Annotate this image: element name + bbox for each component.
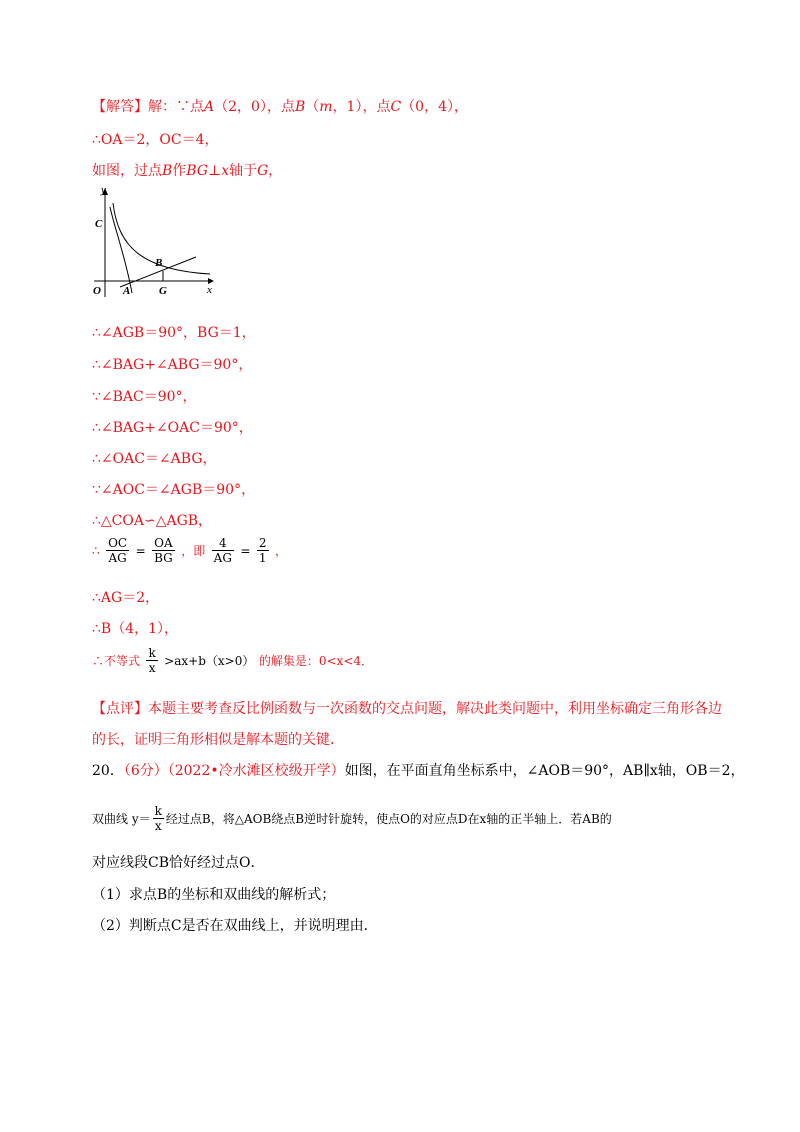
step-4: ∴∠BAG+∠OAC＝90°， <box>92 420 253 436</box>
step-1: ∴∠AGB＝90°，BG＝1， <box>92 325 256 341</box>
label-y: y <box>101 185 106 196</box>
fraction-oa-bg: $\frac{OA}{BG}$ <box>154 536 173 565</box>
fraction-k-x-2: $\frac{k}{x}$ <box>154 804 162 833</box>
step-6: ∵∠AOC＝∠AGB＝90°， <box>92 482 256 498</box>
comment-line-1: 【点评】本题主要考查反比例函数与一次函数的交点问题，解决此类问题中，利用坐标确定三角形各边 <box>92 701 722 717</box>
step-5: ∴∠OAC＝∠ABG， <box>92 451 217 467</box>
label-a: A <box>123 285 131 297</box>
step-8: ∴AG＝2， <box>92 590 160 606</box>
fraction-4-ag: $\frac{4}{AG}$ <box>213 536 232 565</box>
coordinate-graph <box>90 185 220 300</box>
question-1: （1）求点B的坐标和双曲线的解析式； <box>92 887 336 903</box>
inequality-line: ∴不等式 $\frac{k}{x}$ >ax+b（x>0） 的解集是：0<x<4． <box>92 646 373 675</box>
problem-line-2: 双曲线 y＝ $\frac{k}{x}$ 经过点B，将△AOB绕点B逆时针旋转，使点O的对应点D在x轴的正半轴上．若AB的 <box>92 804 612 833</box>
step-2: ∴∠BAG+∠ABG＝90°， <box>92 357 253 373</box>
solution-line-3: 如图，过点B作BG⊥x轴于G， <box>92 163 283 179</box>
question-2: （2）判断点C是否在双曲线上，并说明理由． <box>92 918 378 934</box>
solution-line-1: 【解答】解：∵点A（2，0），点B（m，1），点C（0，4）， <box>92 99 468 115</box>
label-b: B <box>155 257 163 269</box>
label-g: G <box>159 285 167 297</box>
ratio-line: ∴ $\frac{OC}{AG}$ = $\frac{OA}{BG}$ ，即 $\frac{4}{AG}$ = $\frac{2}{1}$ ， <box>92 536 287 565</box>
step-9: ∴B（4，1）， <box>92 621 179 637</box>
label-o: O <box>93 285 101 297</box>
problem-number: 20． <box>92 763 124 779</box>
comment-tag: 【点评】 <box>92 701 148 717</box>
line-ca <box>110 207 132 293</box>
comment-line-2: 的长，证明三角形相似是解本题的关键． <box>92 732 344 748</box>
problem-line-3: 对应线段CB恰好经过点O． <box>92 855 265 871</box>
label-x: x <box>207 284 212 296</box>
label-c: C <box>95 218 103 230</box>
problem-meta: （6分）（2022•冷水滩区校级开学） <box>123 763 345 779</box>
step-7: ∴△COA∽△AGB， <box>92 513 213 529</box>
solution-line-2: ∴OA＝2，OC＝4， <box>92 132 219 148</box>
fraction-oc-ag: $\frac{OC}{AG}$ <box>108 536 128 565</box>
problem-line-1: 20．（6分）（2022•冷水滩区校级开学）如图，在平面直角坐标系中，∠AOB＝90°，AB∥x轴，OB＝2， <box>92 763 745 779</box>
solution-tag: 【解答】 <box>92 99 148 115</box>
fraction-k-x: $\frac{k}{x}$ <box>148 646 156 675</box>
step-3: ∵∠BAC＝90°， <box>92 389 197 405</box>
fraction-2-1: $\frac{2}{1}$ <box>258 536 267 565</box>
